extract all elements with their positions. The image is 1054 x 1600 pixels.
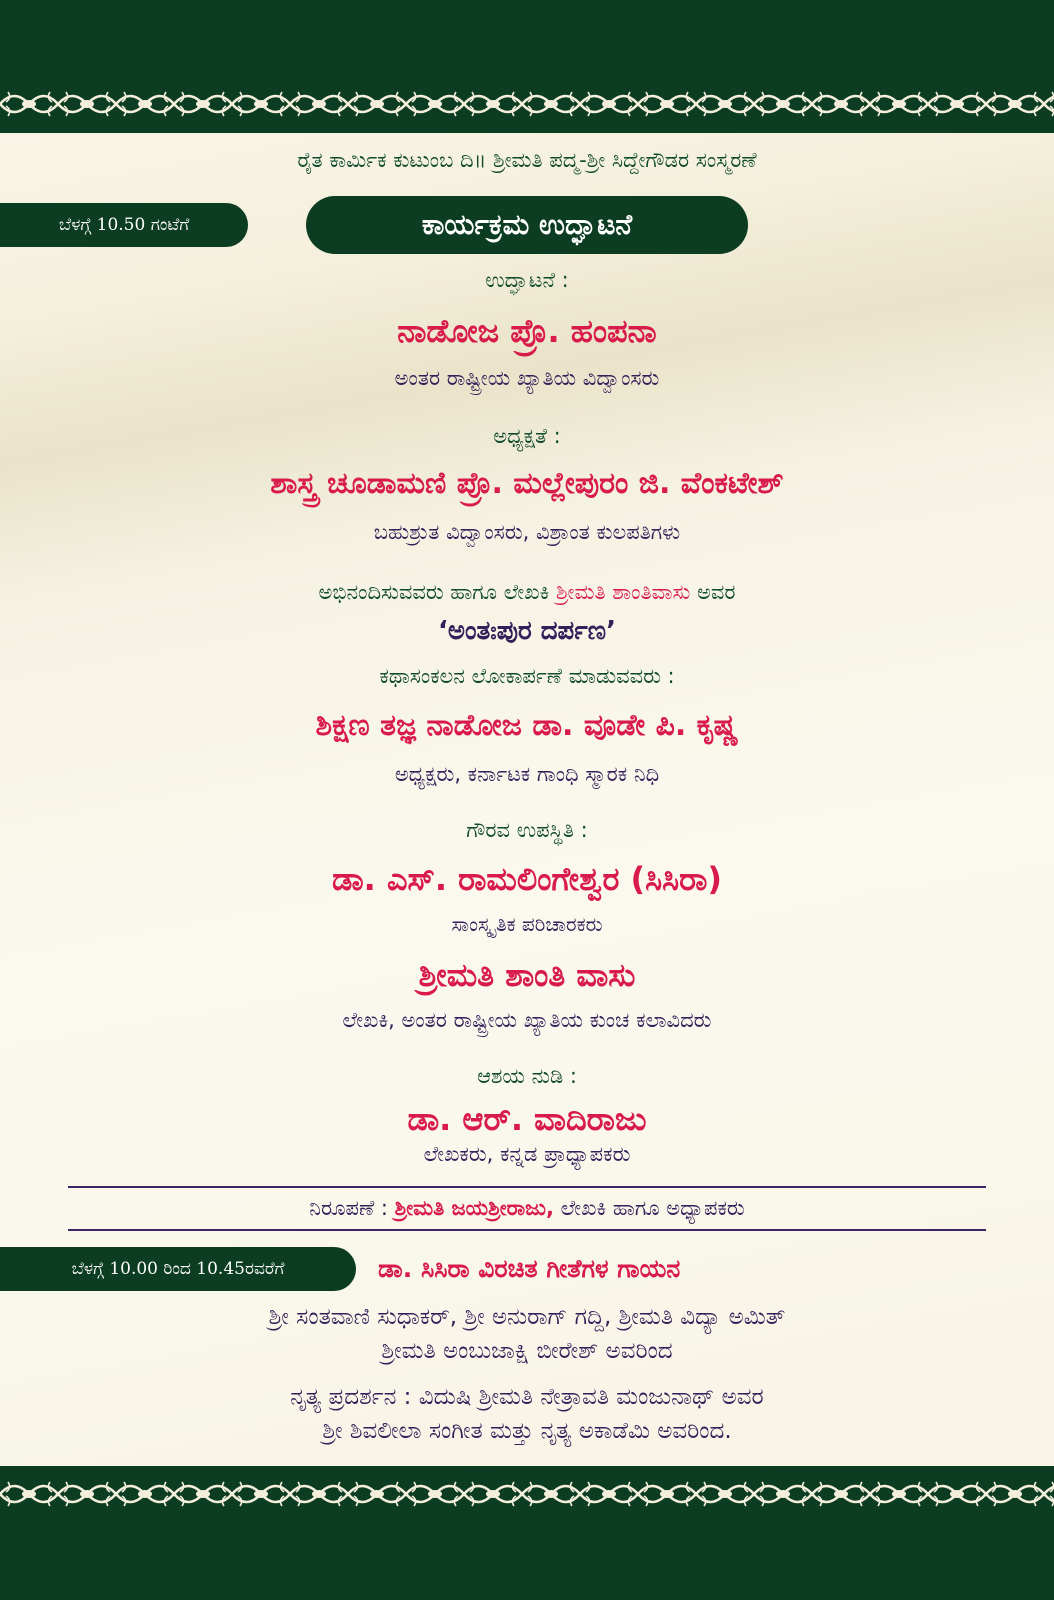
- speaker-desc: ಲೇಖಕರು, ಕನ್ನಡ ಪ್ರಾಧ್ಯಾಪಕರು: [423, 1142, 631, 1166]
- inauguration-label: ಉದ್ಘಾಟನೆ :: [485, 268, 569, 292]
- president-desc: ಬಹುಶ್ರುತ ವಿದ್ವಾಂಸರು, ವಿಶ್ರಾಂತ ಕುಲಪತಿಗಳು: [373, 520, 681, 544]
- felicitation-line: [0, 580, 1054, 605]
- inaugurator-desc: ಅಂತರ ರಾಷ್ಟ್ರೀಯ ಖ್ಯಾತಿಯ ವಿದ್ವಾಂಸರು: [394, 366, 660, 390]
- singers-line1: ಶ್ರೀ ಸಂತವಾಣಿ ಸುಧಾಕರ್, ಶ್ರೀ ಅನುರಾಗ್ ಗದ್ದಿ, ಶ್ರೀಮತಿ ವಿದ್ಯಾ ಅಮಿತ್: [268, 1304, 786, 1330]
- session1-time-badge: ಬೆಳಗ್ಗೆ 10.50 ಗಂಟೆಗೆ: [0, 203, 248, 247]
- divider-top: [68, 1186, 986, 1188]
- release-guest-desc: ಅಧ್ಯಕ್ಷರು, ಕರ್ನಾಟಕ ಗಾಂಧಿ ಸ್ಮಾರಕ ನಿಧಿ: [394, 762, 660, 786]
- author-highlight: ಶ್ರೀಮತಿ ಶಾಂತಿವಾಸು: [556, 580, 691, 604]
- honor-guest2-desc: ಲೇಖಕಿ, ಅಂತರ ರಾಷ್ಟ್ರೀಯ ಖ್ಯಾತಿಯ ಕುಂಚ ಕಲಾವಿದರು: [342, 1008, 712, 1032]
- inaugurator-name: ನಾಡೋಜ ಪ್ರೊ. ಹಂಪನಾ: [397, 312, 657, 350]
- felicitation-pre: ಅಭಿನಂದಿಸುವವರು ಹಾಗೂ ಲೇಖಕಿ: [318, 580, 556, 604]
- presidency-label: ಅಧ್ಯಕ್ಷತೆ :: [493, 424, 561, 448]
- honor-guest1-name: ಡಾ. ಎಸ್. ರಾಮಲಿಂಗೇಶ್ವರ (ಸಿಸಿರಾ): [332, 860, 722, 898]
- divider-bottom: [68, 1229, 986, 1231]
- session2-time-badge: ಬೆಳಗ್ಗೆ 10.00 ರಿಂದ 10.45ರವರೆಗೆ: [0, 1247, 356, 1291]
- dance-line1: ನೃತ್ಯ ಪ್ರದರ್ಶನ : ವಿದುಷಿ ಶ್ರೀಮತಿ ನೇತ್ರಾವತಿ ಮಂಜುನಾಥ್ ಅವರ: [290, 1384, 764, 1410]
- ornamental-border-top: [0, 86, 1054, 122]
- speaker-name: ಡಾ. ಆರ್. ವಾದಿರಾಜು: [407, 1100, 647, 1138]
- top-decorative-band: [0, 0, 1054, 133]
- book-title: ‘ಅಂತಃಪುರ ದರ್ಪಣ’: [438, 616, 616, 646]
- compere-desc: ಲೇಖಕಿ ಹಾಗೂ ಅಧ್ಯಾಪಕರು: [553, 1196, 745, 1220]
- singers-line2: ಶ್ರೀಮತಿ ಅಂಬುಜಾಕ್ಷಿ ಬೀರೇಶ್ ಅವರಿಂದ: [381, 1338, 673, 1364]
- compere-line: [0, 1196, 1054, 1221]
- compere-name: ಶ್ರೀಮತಿ ಜಯಶ್ರೀರಾಜು,: [394, 1196, 554, 1220]
- honor-guest1-desc: ಸಾಂಸ್ಕೃತಿಕ ಪರಿಚಾರಕರು: [451, 912, 603, 936]
- president-name: ಶಾಸ್ತ್ರ ಚೂಡಾಮಣಿ ಪ್ರೊ. ಮಲ್ಲೇಪುರಂ ಜಿ. ವೆಂಕಟೇಶ್: [270, 466, 784, 501]
- compere-label: ನಿರೂಪಣೆ :: [309, 1196, 395, 1220]
- organizer-line: ರೈತ ಕಾರ್ಮಿಕ ಕುಟುಂಬ ದಿ॥ ಶ್ರೀಮತಿ ಪದ್ಮ-ಶ್ರೀ ಸಿದ್ದೇಗೌಡರ ಸಂಸ್ಮರಣೆ: [297, 148, 757, 172]
- speech-label: ಆಶಯ ನುಡಿ :: [477, 1064, 577, 1088]
- honor-label: ಗೌರವ ಉಪಸ್ಥಿತಿ :: [466, 818, 588, 842]
- bottom-decorative-band: [0, 1466, 1054, 1600]
- honor-guest2-name: ಶ್ರೀಮತಿ ಶಾಂತಿ ವಾಸು: [418, 956, 636, 994]
- release-guest-name: ಶಿಕ್ಷಣ ತಜ್ಞ ನಾಡೋಜ ಡಾ. ವೂಡೇ ಪಿ. ಕೃಷ್ಣ: [315, 708, 739, 743]
- session2-title: ಡಾ. ಸಿಸಿರಾ ವಿರಚಿತ ಗೀತೆಗಳ ಗಾಯನ: [378, 1254, 681, 1283]
- ornamental-border-bottom: [0, 1476, 1054, 1512]
- felicitation-post: ಅವರ: [690, 580, 736, 604]
- dance-line2: ಶ್ರೀ ಶಿವಲೀಲಾ ಸಂಗೀತ ಮತ್ತು ನೃತ್ಯ ಅಕಾಡೆಮಿ ಅವರಿಂದ.: [322, 1418, 732, 1444]
- release-label: ಕಥಾಸಂಕಲನ ಲೋಕಾರ್ಪಣೆ ಮಾಡುವವರು :: [379, 664, 675, 688]
- session1-title: ಕಾರ್ಯಕ್ರಮ ಉದ್ಘಾಟನೆ: [306, 196, 748, 254]
